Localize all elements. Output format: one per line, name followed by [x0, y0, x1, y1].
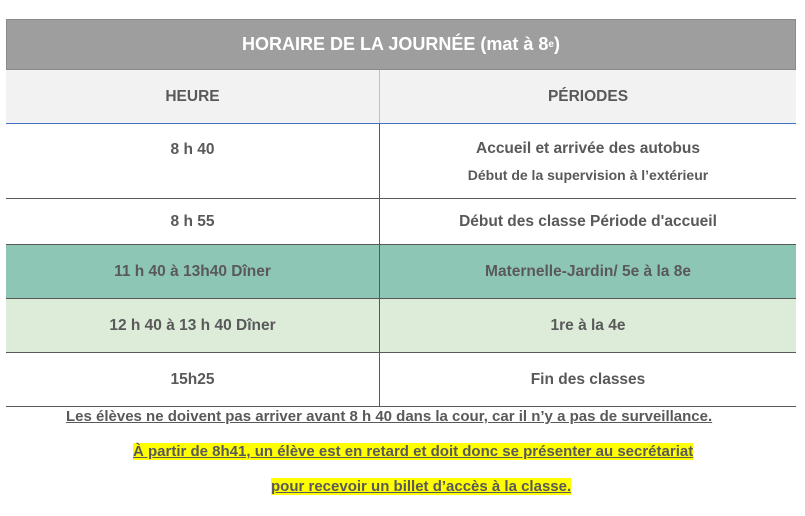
row-heure: 15h25 — [6, 353, 380, 406]
table-row — [6, 124, 796, 199]
note-pass: pour recevoir un billet d’accès à la classe. — [271, 478, 572, 495]
table-row — [6, 353, 796, 407]
row-periode: Début des classe Période d'accueil — [459, 212, 717, 230]
title-close: ) — [553, 34, 560, 54]
row-periode: Fin des classes — [530, 370, 646, 388]
header-periodes: PÉRIODES — [547, 87, 629, 105]
row-heure: 8 h 55 — [6, 199, 380, 244]
row-heure: 8 h 40 — [6, 124, 380, 198]
table-header — [6, 70, 796, 124]
note-late: À partir de 8h41, un élève est en retard et doit donc se présenter au secrétariat — [133, 443, 694, 460]
row-periode — [380, 124, 796, 198]
table-row — [6, 245, 796, 299]
row-periode: 1re à la 4e — [550, 316, 626, 334]
schedule-title: HORAIRE DE LA JOURNÉE (mat à 8 e ) — [6, 19, 796, 70]
row-periode-sub: Début de la supervision à l’extérieur — [467, 167, 709, 183]
row-periode-main: Accueil et arrivée des autobus — [476, 140, 700, 157]
note-arrival: Les élèves ne doivent pas arriver avant 8 h 40 dans la cour, car il n’y a pas de surveillance. — [66, 408, 713, 425]
row-heure: 12 h 40 à 13 h 40 Dîner — [6, 299, 380, 352]
title-text: HORAIRE DE LA JOURNÉE (mat à 8 — [242, 34, 549, 54]
table-row — [6, 299, 796, 353]
row-periode: Maternelle-Jardin/ 5e à la 8e — [485, 262, 691, 280]
row-heure: 11 h 40 à 13h40 Dîner — [6, 245, 380, 298]
table-row — [6, 199, 796, 245]
header-heure: HEURE — [6, 70, 380, 123]
